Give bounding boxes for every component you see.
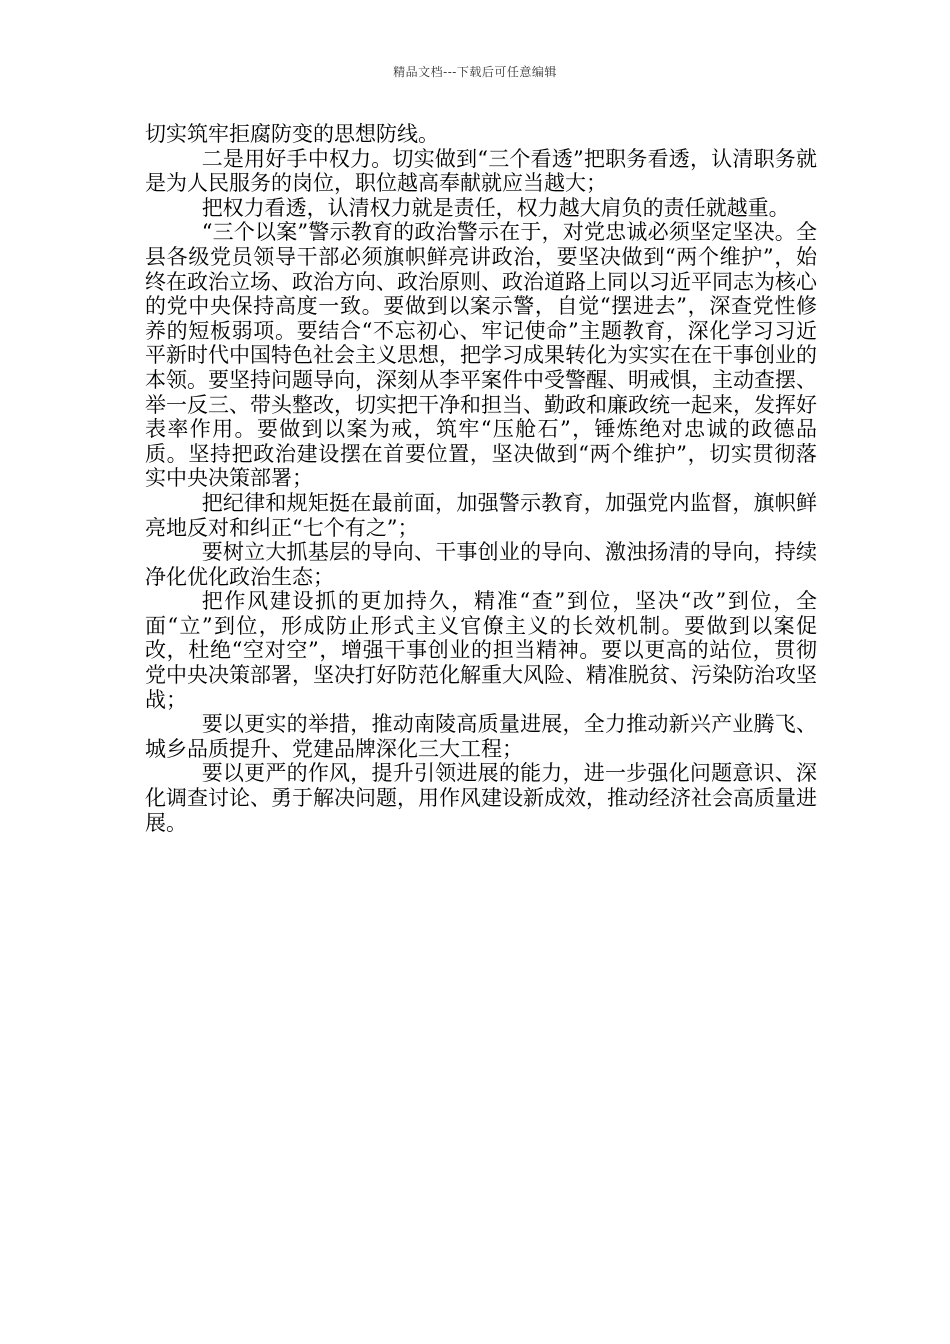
paragraph-8: 要以更实的举措，推动南陵高质量进展，全力推动新兴产业腾飞、城乡品质提升、党建品牌深化三大工程； <box>145 712 817 761</box>
paragraph-9: 要以更严的作风，提升引领进展的能力，进一步强化问题意识、深化调查讨论、勇于解决问题，用作风建设新成效，推动经济社会高质量进展。 <box>145 761 817 835</box>
paragraph-3: 把权力看透，认清权力就是责任，权力越大肩负的责任就越重。 <box>201 195 790 220</box>
paragraph-2: 二是用好手中权力。切实做到“三个看透”把职务看透，认清职务就是为人民服务的岗位，职位越高奉献就应当越大； <box>145 146 817 196</box>
paragraph-5: 把纪律和规矩挺在最前面，加强警示教育，加强党内监督，旗帜鲜亮地反对和纠正“七个有之”； <box>145 490 817 540</box>
paragraph-4: “三个以案”警示教育的政治警示在于，对党忠诚必须坚定坚决。全县各级党员领导干部必须旗帜鲜亮讲政治，要坚决做到“两个维护”，始终在政治立场、政治方向、政治原则、政治道路上同以习近平同志为核心的党中央保持高度一致。要做到以案示警，自觉“摆进去”，深查党性修养的短板弱项。要结合“不忘初心、牢记使命”主题教育，深化学习习近平新时代中国特色社会主义思想，把学习成果转化为实实在在干事创业的本领。要坚持问题导向，深刻从李平案件中受警醒、明戒惧，主动查摆、举一反三、带头整改，切实把干净和担当、勤政和廉政统一起来，发挥好表率作用。要做到以案为戒，筑牢“压舱石”，锤炼绝对忠诚的政德品质。坚持把政治建设摆在首要位置，坚决做到“两个维护”，切实贯彻落实中央决策部署； <box>145 220 817 491</box>
paragraph-6: 要树立大抓基层的导向、干事创业的导向、激浊扬清的导向，持续净化优化政治生态； <box>145 540 817 589</box>
paragraph-7: 把作风建设抓的更加持久，精准“查”到位，坚决“改”到位，全面“立”到位，形成防止形式主义官僚主义的长效机制。要做到以案促改，杜绝“空对空”，增强干事创业的担当精神。要以更高的站位，贯彻党中央决策部署，坚决打好防范化解重大风险、精准脱贫、污染防治攻坚战； <box>145 589 817 712</box>
document-body <box>145 122 817 835</box>
paragraph-1: 切实筑牢拒腐防变的思想防线。 <box>145 122 439 146</box>
page-header: 精品文档---下载后可任意编辑 <box>393 65 557 79</box>
